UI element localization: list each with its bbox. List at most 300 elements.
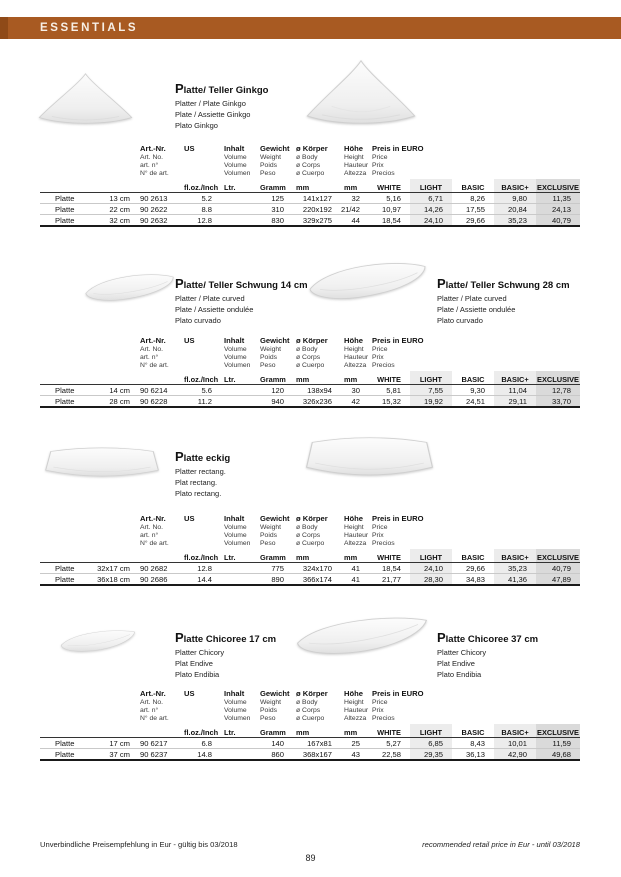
cell: 13 cm — [109, 194, 130, 204]
product-subtitle: Plato curvado — [175, 315, 221, 325]
cell — [452, 524, 494, 532]
cell: BASIC+ — [494, 549, 536, 563]
cell — [96, 715, 136, 723]
cell: Volume — [224, 162, 247, 170]
cell — [410, 532, 452, 540]
cell — [494, 540, 536, 548]
cell: Hauteur — [344, 162, 369, 170]
product-subtitle: Platter / Plate curved — [437, 294, 507, 303]
product-subtitle: Plato Endibia — [437, 669, 482, 679]
cell: 940 — [271, 396, 284, 406]
cell: 125 — [271, 194, 284, 204]
cell — [220, 738, 256, 749]
cell — [220, 385, 256, 396]
cell — [96, 179, 136, 193]
cell — [410, 362, 452, 370]
header-row — [40, 170, 580, 178]
cell: 21,77 — [381, 574, 401, 584]
table-header — [40, 335, 580, 371]
cell: Poids — [260, 707, 278, 715]
cell: Platte — [55, 564, 75, 574]
cell: 324x170 — [302, 564, 332, 574]
cell — [96, 170, 136, 178]
cell — [96, 699, 136, 707]
cell — [536, 707, 580, 715]
cell: Ltr. — [224, 183, 236, 193]
cell: EXCLUSIVE — [536, 549, 580, 563]
cell: WHITE — [377, 375, 401, 385]
cell — [220, 204, 256, 215]
cell — [40, 524, 96, 532]
cell: Volume — [224, 154, 247, 161]
cell — [494, 170, 536, 178]
cell: 14 cm — [109, 386, 130, 396]
cell: 90 2622 — [140, 205, 168, 215]
table-row — [40, 738, 580, 749]
table-row — [40, 215, 580, 226]
banner-label: ESSENTIALS — [40, 22, 139, 34]
cell: mm — [344, 183, 358, 193]
cell: mm — [296, 183, 310, 193]
cell — [220, 215, 256, 226]
cell: Gramm — [260, 553, 286, 563]
units-row — [40, 371, 580, 385]
table-row — [40, 563, 580, 574]
cell: 19,92 — [410, 396, 452, 407]
cell: 12,78 — [536, 385, 580, 396]
cell — [410, 699, 452, 707]
cell — [220, 574, 256, 585]
header-row — [40, 532, 580, 540]
cell: 6,85 — [410, 738, 452, 749]
cell: Altezza — [344, 540, 367, 548]
product-title-block-ginkgo — [175, 81, 269, 132]
cell: Gramm — [260, 183, 286, 193]
cell: Art. No. — [140, 524, 164, 531]
product-title: Platte/ Teller Ginkgo — [175, 81, 269, 96]
cell: Weight — [260, 346, 282, 353]
header-row — [40, 335, 580, 346]
cell — [536, 335, 580, 346]
header-row — [40, 354, 580, 362]
cell — [220, 749, 256, 760]
cell: WHITE — [377, 183, 401, 193]
cell: 47,89 — [536, 574, 580, 585]
cell — [536, 346, 580, 354]
cell: Inhalt — [224, 689, 245, 698]
cell — [96, 346, 136, 354]
cell: 42 — [351, 396, 360, 406]
table-header — [40, 513, 580, 549]
cell: BASIC+ — [494, 371, 536, 385]
cell: 167x81 — [307, 739, 332, 749]
cell — [180, 170, 220, 178]
cell: Volumen — [224, 540, 251, 548]
cell: 29,66 — [465, 215, 485, 225]
page-number: 89 — [305, 853, 316, 863]
cell: 5.2 — [201, 194, 212, 204]
cell — [40, 549, 96, 563]
cell: BASIC — [461, 553, 485, 563]
cell — [452, 540, 494, 548]
cell — [96, 707, 136, 715]
table-units — [40, 724, 580, 738]
cell — [96, 513, 136, 524]
cell: 41,36 — [494, 574, 536, 585]
product-title-block-chicoree-37 — [437, 630, 538, 681]
cell — [536, 143, 580, 154]
cell — [410, 354, 452, 362]
cell: 29,11 — [494, 396, 536, 407]
cell: 17 cm — [109, 739, 130, 749]
product-subtitle: Platter Chicory — [175, 648, 225, 657]
cell: 29,35 — [410, 749, 452, 760]
cell: Gewicht — [260, 514, 290, 523]
cell — [452, 346, 494, 354]
plate-image-schwung-large — [305, 250, 430, 312]
cell: Ltr. — [224, 375, 236, 385]
cell: 30 — [351, 386, 360, 396]
banner — [0, 17, 621, 39]
header-row — [40, 162, 580, 170]
cell: Poids — [260, 162, 278, 170]
cell: 29,66 — [465, 564, 485, 574]
cell: mm — [296, 375, 310, 385]
cell: Art. No. — [140, 346, 164, 353]
cell: Price — [372, 346, 388, 353]
cell: 35,23 — [494, 215, 536, 226]
plate-image-eckig-large — [298, 430, 441, 492]
cell — [40, 715, 96, 723]
cell: 5,16 — [386, 194, 401, 204]
table-body — [40, 563, 580, 585]
cell: Gewicht — [260, 144, 290, 153]
cell: mm — [344, 553, 358, 563]
cell: Gewicht — [260, 689, 290, 698]
cell: 35,23 — [494, 563, 536, 574]
product-subtitle: Platter / Plate Ginkgo — [175, 99, 246, 108]
cell: 368x167 — [302, 749, 332, 759]
table-body — [40, 738, 580, 760]
cell — [40, 699, 96, 707]
cell: 11,04 — [494, 385, 536, 396]
cell: Volume — [224, 346, 247, 353]
cell: Inhalt — [224, 514, 245, 523]
cell — [494, 335, 536, 346]
cell: Höhe — [344, 514, 363, 523]
cell: Preis in EURO — [372, 144, 424, 153]
cell: Volumen — [224, 715, 251, 723]
cell: Height — [344, 699, 364, 706]
cell: 329x275 — [302, 215, 332, 225]
cell: Gramm — [260, 728, 286, 738]
cell: 9,80 — [494, 193, 536, 204]
cell: ø Cuerpo — [296, 715, 325, 723]
cell — [494, 162, 536, 170]
plate-image-ginkgo-large — [300, 56, 422, 128]
cell: N° de art. — [140, 362, 169, 370]
cell: Platte — [55, 574, 75, 584]
cell: Platte — [55, 396, 75, 406]
cell: 34,83 — [465, 574, 485, 584]
cell: Precios — [372, 362, 395, 370]
cell: Platte — [55, 749, 75, 759]
cell: Altezza — [344, 715, 367, 723]
cell: 43 — [351, 749, 360, 759]
cell — [136, 179, 180, 193]
cell: Price — [372, 524, 388, 531]
cell — [410, 540, 452, 548]
table-units — [40, 549, 580, 563]
cell: 860 — [271, 749, 284, 759]
cell — [180, 715, 220, 723]
cell — [494, 346, 536, 354]
cell: Precios — [372, 540, 395, 548]
cell: Höhe — [344, 689, 363, 698]
cell: Peso — [260, 715, 276, 723]
cell — [536, 170, 580, 178]
cell: 40,79 — [536, 563, 580, 574]
product-title: Platte/ Teller Schwung 28 cm — [437, 276, 570, 291]
product-subtitle: Plato rectang. — [175, 488, 222, 498]
table-body — [40, 385, 580, 407]
cell: Precios — [372, 715, 395, 723]
spec-table-ginkgo — [40, 143, 580, 227]
cell: ø Cuerpo — [296, 540, 325, 548]
cell: Volume — [224, 707, 247, 715]
cell: N° de art. — [140, 540, 169, 548]
cell: 90 2682 — [140, 564, 168, 574]
cell — [96, 362, 136, 370]
cell: 36,13 — [465, 749, 485, 759]
cell: Ltr. — [224, 553, 236, 563]
cell: Weight — [260, 524, 282, 531]
cell: 90 6217 — [140, 739, 168, 749]
cell: Price — [372, 154, 388, 161]
plate-image-chicoree-small — [58, 626, 138, 662]
cell — [410, 154, 452, 162]
cell — [452, 170, 494, 178]
cell — [40, 170, 96, 178]
cell: ø Body — [296, 154, 318, 161]
cell: art. n° — [140, 354, 159, 362]
cell — [452, 513, 494, 524]
cell: Preis in EURO — [372, 336, 424, 345]
cell: LIGHT — [410, 724, 452, 738]
cell: 36x18 cm — [97, 574, 130, 584]
cell: WHITE — [377, 553, 401, 563]
cell — [220, 396, 256, 407]
cell: mm — [296, 728, 310, 738]
cell: 138x94 — [307, 386, 332, 396]
cell: 33,70 — [536, 396, 580, 407]
cell — [40, 362, 96, 370]
cell: 11,59 — [536, 738, 580, 749]
cell: 15,32 — [381, 396, 401, 406]
table-header — [40, 688, 580, 724]
cell: 17,55 — [465, 205, 485, 215]
cell: ø Körper — [296, 336, 328, 345]
spec-table-schwung — [40, 335, 580, 408]
table-body — [40, 193, 580, 226]
cell: Prix — [372, 354, 384, 362]
cell: 5,27 — [386, 739, 401, 749]
cell: ø Body — [296, 524, 318, 531]
cell: 90 6214 — [140, 386, 168, 396]
cell: LIGHT — [410, 549, 452, 563]
cell — [410, 715, 452, 723]
cell: 18,54 — [381, 564, 401, 574]
cell: LIGHT — [410, 371, 452, 385]
cell — [536, 699, 580, 707]
cell — [136, 371, 180, 385]
cell: ø Body — [296, 699, 318, 706]
cell — [40, 162, 96, 170]
cell: 11.2 — [197, 396, 212, 406]
cell — [452, 335, 494, 346]
cell: mm — [344, 728, 358, 738]
cell: 42,90 — [494, 749, 536, 760]
cell — [136, 724, 180, 738]
cell: Volume — [224, 532, 247, 540]
plate-image-ginkgo-small — [33, 70, 138, 127]
cell — [410, 346, 452, 354]
product-title-block-eckig — [175, 449, 230, 500]
cell — [40, 335, 96, 346]
cell — [494, 532, 536, 540]
cell — [96, 354, 136, 362]
cell: Art.-Nr. — [140, 689, 166, 698]
product-subtitle: Platter Chicory — [437, 648, 487, 657]
cell — [452, 715, 494, 723]
table-row — [40, 193, 580, 204]
cell: Höhe — [344, 144, 363, 153]
footer-note-english: recommended retail price in Eur - until 03/2018 — [422, 840, 580, 849]
cell: 8,43 — [470, 739, 485, 749]
cell: EXCLUSIVE — [536, 371, 580, 385]
cell: Height — [344, 346, 364, 353]
cell: Prix — [372, 532, 384, 540]
cell: 32 — [351, 194, 360, 204]
product-subtitle: Plato Endibia — [175, 669, 220, 679]
cell: ø Cuerpo — [296, 170, 325, 178]
cell: Poids — [260, 354, 278, 362]
cell — [96, 143, 136, 154]
product-subtitle: Plat Endive — [437, 658, 475, 668]
cell: US — [184, 144, 195, 153]
cell: EXCLUSIVE — [536, 724, 580, 738]
cell: Prix — [372, 162, 384, 170]
cell — [180, 362, 220, 370]
table-row — [40, 574, 580, 585]
product-subtitle: Plate / Assiette ondulée — [437, 304, 516, 314]
cell — [40, 179, 96, 193]
cell — [96, 724, 136, 738]
cell: 220x192 — [302, 205, 332, 215]
cell: 10,97 — [381, 205, 401, 215]
cell: Art. No. — [140, 699, 164, 706]
cell: 40,79 — [536, 215, 580, 226]
cell: Price — [372, 699, 388, 706]
cell: 326x236 — [302, 396, 332, 406]
cell: 90 6237 — [140, 749, 168, 759]
cell — [536, 354, 580, 362]
cell: 90 2686 — [140, 574, 168, 584]
cell — [452, 354, 494, 362]
cell — [96, 688, 136, 699]
header-row — [40, 707, 580, 715]
cell — [136, 549, 180, 563]
cell — [452, 532, 494, 540]
cell: 32 cm — [109, 215, 130, 225]
cell: Platte — [55, 739, 75, 749]
cell — [180, 524, 220, 532]
cell: 25 — [351, 739, 360, 749]
cell — [494, 524, 536, 532]
table-units — [40, 179, 580, 193]
cell: Volumen — [224, 362, 251, 370]
header-row — [40, 699, 580, 707]
plate-image-eckig-small — [38, 442, 166, 489]
cell: Preis in EURO — [372, 514, 424, 523]
cell: 41 — [351, 574, 360, 584]
cell: 8.8 — [201, 205, 212, 215]
cell — [96, 524, 136, 532]
cell — [536, 524, 580, 532]
cell: 90 2632 — [140, 215, 168, 225]
cell: 12.8 — [197, 215, 212, 225]
cell: 5,81 — [386, 386, 401, 396]
product-title-block-schwung-14 — [175, 276, 308, 327]
cell: Platte — [55, 194, 75, 204]
cell: Weight — [260, 154, 282, 161]
table-row — [40, 385, 580, 396]
cell: BASIC+ — [494, 179, 536, 193]
cell: US — [184, 514, 195, 523]
cell: fl.oz./Inch — [184, 553, 219, 563]
cell: Poids — [260, 532, 278, 540]
cell: LIGHT — [410, 179, 452, 193]
cell — [452, 154, 494, 162]
units-row — [40, 549, 580, 563]
cell — [180, 532, 220, 540]
cell: fl.oz./Inch — [184, 375, 219, 385]
cell: BASIC — [461, 375, 485, 385]
cell — [410, 170, 452, 178]
cell: BASIC — [461, 183, 485, 193]
cell: ø Corps — [296, 162, 321, 170]
cell: Platte — [55, 205, 75, 215]
cell: 8,26 — [470, 194, 485, 204]
cell: Volume — [224, 354, 247, 362]
cell — [536, 362, 580, 370]
cell — [40, 724, 96, 738]
cell — [96, 335, 136, 346]
product-title-block-chicoree-17 — [175, 630, 276, 681]
cell — [452, 699, 494, 707]
cell — [536, 162, 580, 170]
cell: Precios — [372, 170, 395, 178]
cell: Inhalt — [224, 336, 245, 345]
table-row — [40, 749, 580, 760]
product-title: Platte Chicoree 37 cm — [437, 630, 539, 645]
cell — [180, 699, 220, 707]
cell: 6,71 — [410, 193, 452, 204]
cell: 141x127 — [302, 194, 332, 204]
cell — [536, 540, 580, 548]
cell: 830 — [271, 215, 284, 225]
cell — [536, 154, 580, 162]
